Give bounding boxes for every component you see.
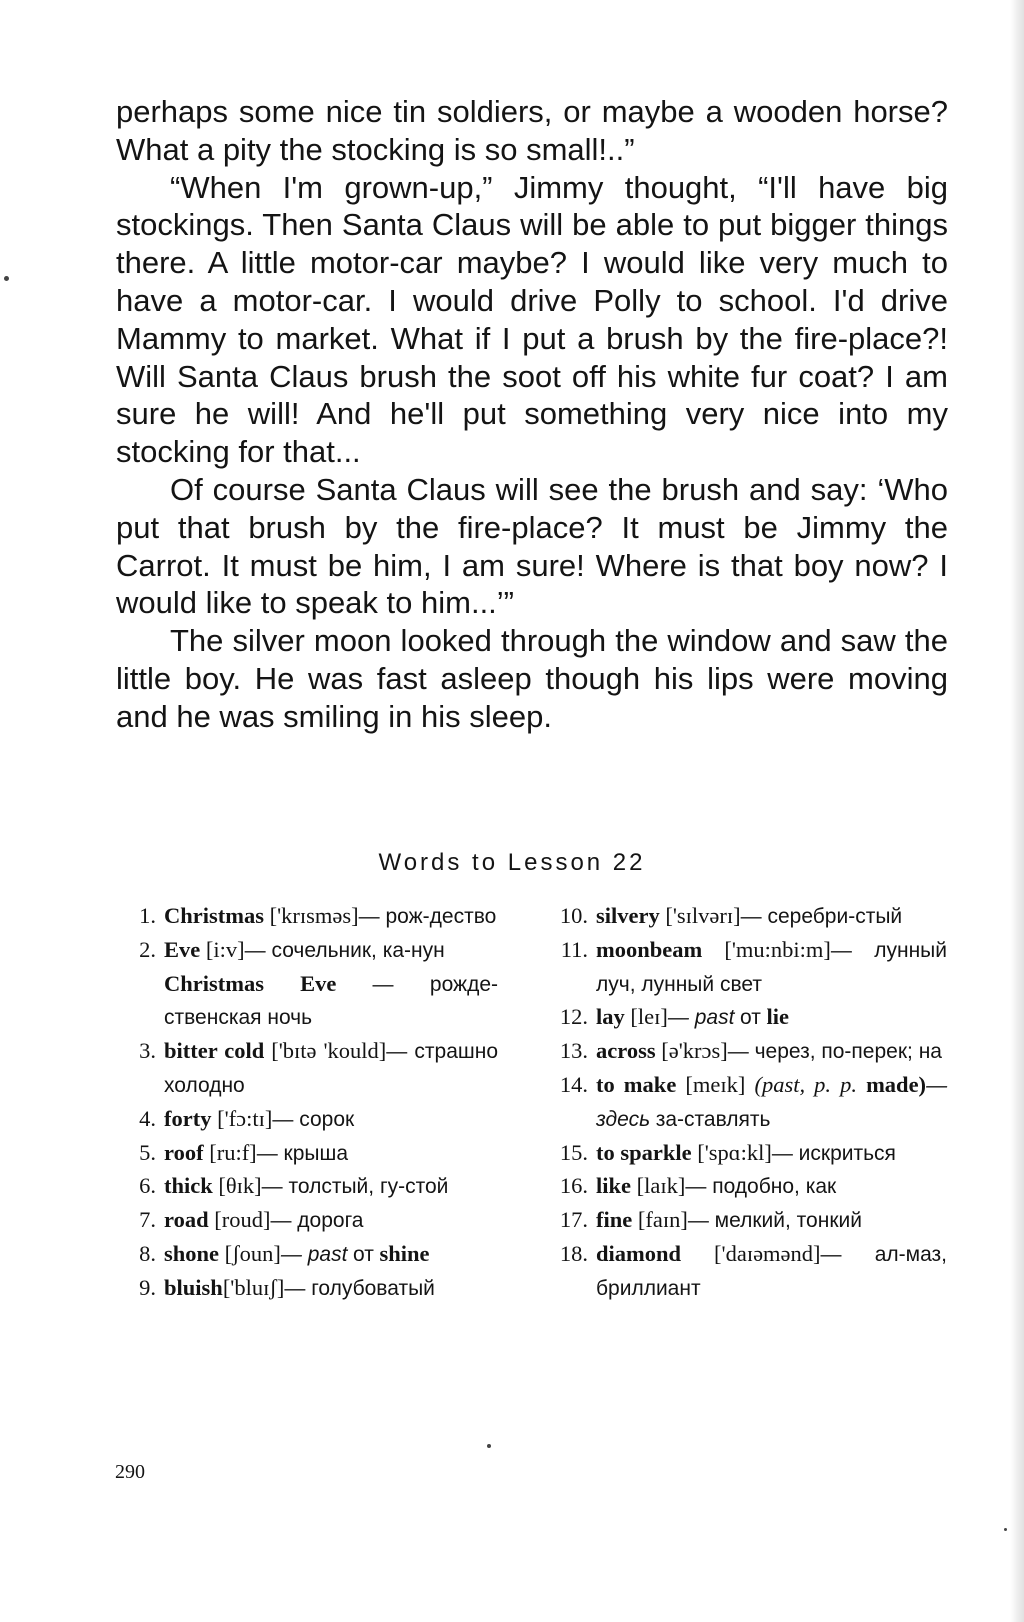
entry-number: 6.	[139, 1173, 156, 1199]
entry-forms-italic: (past,	[754, 1071, 806, 1097]
vocab-entry	[552, 900, 947, 934]
vocab-entry	[120, 1103, 498, 1137]
entry-gloss: — через, по-перек; на	[727, 1040, 942, 1064]
entry-gloss-italic: — past	[280, 1242, 348, 1266]
entry-term: diamond	[596, 1240, 682, 1266]
story-paragraph: “When I'm grown-up,” Jimmy thought, “I'll have big stockings. Then Santa Claus will be able to put bigger things there. A little motor-car maybe? I would like very much to have a motor-car. I would drive Polly to school. I'd drive Mammy to market. What if I put a brush by the fire-place?! Will Santa Claus brush the soot off his white fur coat? I am sure he will! And he'll put something very nice into my stocking for that...	[116, 169, 948, 470]
entry-number: 5.	[139, 1139, 156, 1165]
vocab-entry	[552, 1170, 947, 1204]
entry-term: Eve	[164, 936, 201, 962]
vocab-entry	[552, 1238, 947, 1306]
scan-speck	[4, 276, 9, 281]
entry-subentry	[164, 968, 498, 1036]
entry-number: 18.	[559, 1240, 588, 1266]
entry-term: road	[164, 1207, 209, 1233]
entry-number: 7.	[139, 1207, 156, 1233]
vocab-entry	[120, 1204, 498, 1238]
entry-pronunciation: [roud]	[214, 1207, 271, 1233]
entry-term: fine	[596, 1207, 633, 1233]
entry-form-term: made)	[866, 1071, 927, 1097]
entry-number: 9.	[139, 1274, 156, 1300]
entry-gloss: — подобно, как	[685, 1175, 837, 1199]
entry-term: bitter cold	[164, 1038, 265, 1064]
story-paragraph: perhaps some nice tin soldiers, or maybe a wooden horse? What a pity the stocking is so small!..”	[116, 94, 948, 167]
entry-gloss-italic: — past	[667, 1006, 735, 1030]
scan-speck	[1004, 1528, 1007, 1531]
entry-pronunciation: ['daɪəmənd]	[714, 1240, 821, 1266]
entry-term: forty	[164, 1105, 212, 1131]
entry-term: to sparkle	[596, 1139, 692, 1165]
entry-subgloss: — рожде-ственская ночь	[164, 972, 498, 1030]
vocab-entry	[552, 1204, 947, 1238]
entry-number: 14.	[559, 1071, 588, 1097]
entry-gloss: — сочельник, ка-нун	[244, 938, 445, 962]
entry-pronunciation: ['mu:nbi:m]	[724, 936, 831, 962]
vocabulary-heading: Words to Lesson 22	[378, 849, 646, 876]
entry-pronunciation: ['sɪlvərɪ]	[665, 903, 741, 928]
entry-forms-italic: p. p.	[814, 1071, 857, 1097]
page-number: 290	[115, 1461, 145, 1483]
vocab-entry	[120, 1137, 498, 1171]
entry-pronunciation: [faɪn]	[637, 1207, 688, 1233]
entry-gloss: — лунный луч, лунный свет	[596, 938, 947, 996]
vocab-entry	[120, 934, 498, 1035]
entry-number: 4.	[139, 1105, 156, 1131]
entry-number: 10.	[559, 903, 588, 928]
story-paragraph: The silver moon looked through the window and saw the little boy. He was fast asleep though his lips were moving and he was smiling in his sleep.	[116, 623, 948, 734]
entry-pronunciation: ['bɪtə 'kould]	[271, 1038, 387, 1064]
entry-pronunciation: [leɪ]	[630, 1004, 668, 1030]
vocabulary-column-right	[552, 900, 947, 1306]
entry-gloss: — серебри-стый	[740, 905, 903, 928]
vocab-entry	[120, 1170, 498, 1204]
entry-pronunciation: [ʃoun]	[224, 1240, 281, 1266]
entry-pronunciation: ['krɪsməs]	[269, 903, 359, 928]
entry-term: roof	[164, 1139, 204, 1165]
entry-term: shone	[164, 1240, 220, 1266]
vocab-entry	[120, 1272, 498, 1306]
entry-pronunciation: [ə'krɔs]	[661, 1038, 728, 1064]
entry-term: to make	[596, 1071, 677, 1097]
entry-pronunciation: ['spɑ:kl]	[697, 1139, 772, 1165]
entry-gloss: — крыша	[256, 1141, 349, 1165]
entry-gloss: от	[353, 1242, 374, 1266]
entry-number: 1.	[139, 903, 156, 928]
entry-term: Christmas	[164, 903, 264, 928]
vocab-entry	[552, 1001, 947, 1035]
entry-pronunciation: ['fɔ:tɪ]	[217, 1105, 273, 1131]
entry-gloss: за-ставлять	[655, 1107, 771, 1131]
entry-pronunciation: ['bluɪʃ]	[222, 1274, 285, 1300]
entry-term: like	[596, 1173, 632, 1199]
entry-pronunciation: [laɪk]	[636, 1173, 686, 1199]
entry-term: lay	[596, 1004, 625, 1030]
entry-gloss: — рож-дество	[358, 905, 497, 928]
entry-number: 11.	[560, 936, 588, 962]
story-text	[116, 93, 948, 736]
entry-gloss: — страшно холодно	[164, 1040, 499, 1097]
entry-related-term: shine	[379, 1240, 430, 1266]
entry-number: 3.	[139, 1038, 156, 1064]
entry-number: 15.	[559, 1139, 588, 1165]
entry-number: 12.	[559, 1004, 588, 1030]
vocab-entry	[120, 1035, 498, 1103]
scan-speck	[487, 1444, 491, 1448]
story-paragraph: Of course Santa Claus will see the brush and say: ‘Who put that brush by the fire-place? It must be Jimmy the Carrot. It must be him, I am sure! Where is that boy now? I would like to speak to him...’”	[116, 471, 948, 621]
entry-pronunciation: [ru:f]	[209, 1139, 257, 1165]
vocab-entry	[552, 934, 947, 1002]
vocab-entry	[552, 1137, 947, 1171]
vocab-entry	[552, 1069, 947, 1137]
entry-gloss: — ал-маз, бриллиант	[596, 1242, 948, 1300]
entry-term: silvery	[596, 903, 660, 928]
entry-term: moonbeam	[596, 936, 703, 962]
entry-pronunciation: [θɪk]	[218, 1173, 262, 1199]
entry-gloss: — голубоватый	[284, 1276, 435, 1300]
entry-number: 8.	[139, 1240, 156, 1266]
entry-term: thick	[164, 1173, 213, 1199]
entry-gloss: от	[740, 1006, 761, 1030]
entry-pronunciation: [meɪk]	[685, 1071, 746, 1097]
vocab-entry	[120, 1238, 498, 1272]
entry-gloss: — искриться	[771, 1141, 896, 1165]
entry-number: 16.	[559, 1173, 588, 1199]
entry-subterm: Christmas Eve	[164, 970, 337, 996]
entry-gloss: — мелкий, тонкий	[687, 1209, 862, 1233]
entry-number: 17.	[559, 1207, 588, 1233]
entry-gloss: — толстый, гу-стой	[261, 1175, 449, 1199]
vocab-entry	[120, 900, 498, 934]
vocabulary-column-left	[120, 900, 498, 1306]
entry-term: bluish	[164, 1274, 223, 1300]
entry-number: 2.	[139, 936, 156, 962]
entry-gloss: — сорок	[272, 1107, 355, 1131]
entry-pronunciation: [i:v]	[205, 936, 245, 962]
entry-number: 13.	[559, 1038, 588, 1064]
page-edge-shadow	[1010, 0, 1024, 1622]
entry-gloss: — дорога	[270, 1209, 364, 1233]
entry-gloss-italic: — здесь	[596, 1073, 948, 1131]
entry-term: across	[596, 1038, 656, 1064]
entry-related-term: lie	[766, 1004, 789, 1030]
vocab-entry	[552, 1035, 947, 1069]
